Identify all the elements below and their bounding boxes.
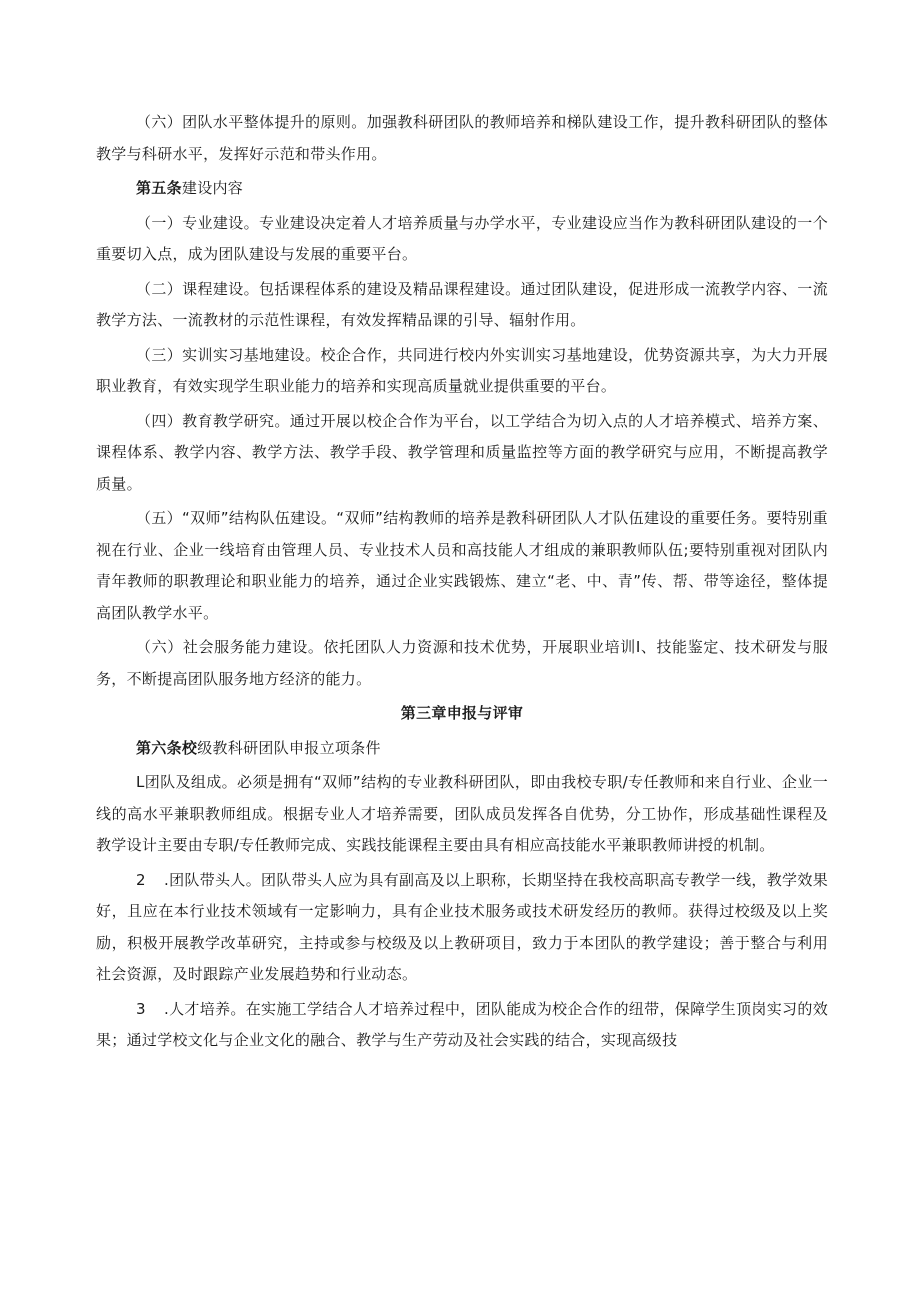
paragraph-course-construction: （二）课程建设。包括课程体系的建设及精品课程建设。通过团队建设，促进形成一流教学内容、一流教学方法、一流教材的示范性课程，有效发挥精品课的引导、辐射作用。 bbox=[96, 279, 828, 329]
document-body bbox=[96, 107, 828, 1057]
article-5-heading bbox=[96, 173, 828, 205]
article-6-heading bbox=[96, 733, 828, 765]
article-5-title: 建设内容 bbox=[181, 179, 244, 197]
article-6-label: 第六条校 bbox=[136, 738, 198, 757]
article-6-title: 级教科研团队申报立项条件 bbox=[197, 738, 381, 757]
item-2-text: .团队带头人。团队带头人应为具有副高及以上职称，长期坚持在我校高职高专教学一线，教学效果好，且应在本行业技术领域有一定影响力，具有企业技术服务或技术研发经历的教师。获得过校级及以上奖励，积极开展教学改革研究，主持或参与校级及以上教研项目，致力于本团队的教学建设；善于整合与利用社会资源，及时跟踪产业发展趋势和行业动态。 bbox=[96, 870, 828, 983]
paragraph-major-construction: （一）专业建设。专业建设决定着人才培养质量与办学水平，专业建设应当作为教科研团队建设的一个重要切入点，成为团队建设与发展的重要平台。 bbox=[96, 213, 828, 263]
item-2-number: 2 bbox=[136, 870, 146, 889]
item-3-text: .人才培养。在实施工学结合人才培养过程中，团队能成为校企合作的纽带，保障学生顶岗实习的效果；通过学校文化与企业文化的融合、教学与生产劳动及社会实践的结合，实现高级技 bbox=[96, 999, 828, 1049]
paragraph-teaching-research: （四）教育教学研究。通过开展以校企合作为平台，以工学结合为切入点的人才培养模式、培养方案、课程体系、教学内容、教学方法、教学手段、教学管理和质量监控等方面的教学研究与应用，不断提高教学质量。 bbox=[96, 411, 828, 493]
paragraph-social-service: （六）社会服务能力建设。依托团队人力资源和技术优势，开展职业培训I、技能鉴定、技术研发与服务，不断提高团队服务地方经济的能力。 bbox=[96, 638, 828, 688]
item-3-number: 3 bbox=[136, 999, 146, 1018]
paragraph-dual-teacher: （五）“双师”结构队伍建设。“双师”结构教师的培养是教科研团队人才队伍建设的重要任务。要特别重视在行业、企业一线培育由管理人员、专业技术人员和高技能人才组成的兼职教师队伍;要特别重视对团队内青年教师的职教理论和职业能力的培养，通过企业实践锻炼、建立“老、中、青”传、帮、带等途径，整体提高团队教学水平。 bbox=[96, 509, 828, 622]
paragraph-item-3-talent bbox=[96, 994, 828, 1057]
chapter-3-title: 第三章申报与评审 bbox=[400, 704, 524, 722]
paragraph-team-level-principle: （六）团队水平整体提升的原则。加强教科研团队的教师培养和梯队建设工作，提升教科研团队的整体教学与科研水平，发挥好示范和带头作用。 bbox=[96, 113, 828, 163]
paragraph-item-1-team: L团队及组成。必须是拥有“双师”结构的专业教科研团队，即由我校专职/专任教师和来自行业、企业一线的高水平兼职教师组成。根据专业人才培养需要，团队成员发挥各自优势，分工协作，形成基础性课程及教学设计主要由专职/专任教师完成、实践技能课程主要由具有相应高技能水平兼职教师讲授的机制。 bbox=[96, 773, 828, 854]
paragraph-item-2-leader bbox=[96, 865, 828, 991]
paragraph-training-base: （三）实训实习基地建设。校企合作，共同进行校内外实训实习基地建设，优势资源共享，为大力开展职业教育，有效实现学生职业能力的培养和实现高质量就业提供重要的平台。 bbox=[96, 345, 828, 395]
article-5-label: 第五条 bbox=[136, 179, 182, 197]
